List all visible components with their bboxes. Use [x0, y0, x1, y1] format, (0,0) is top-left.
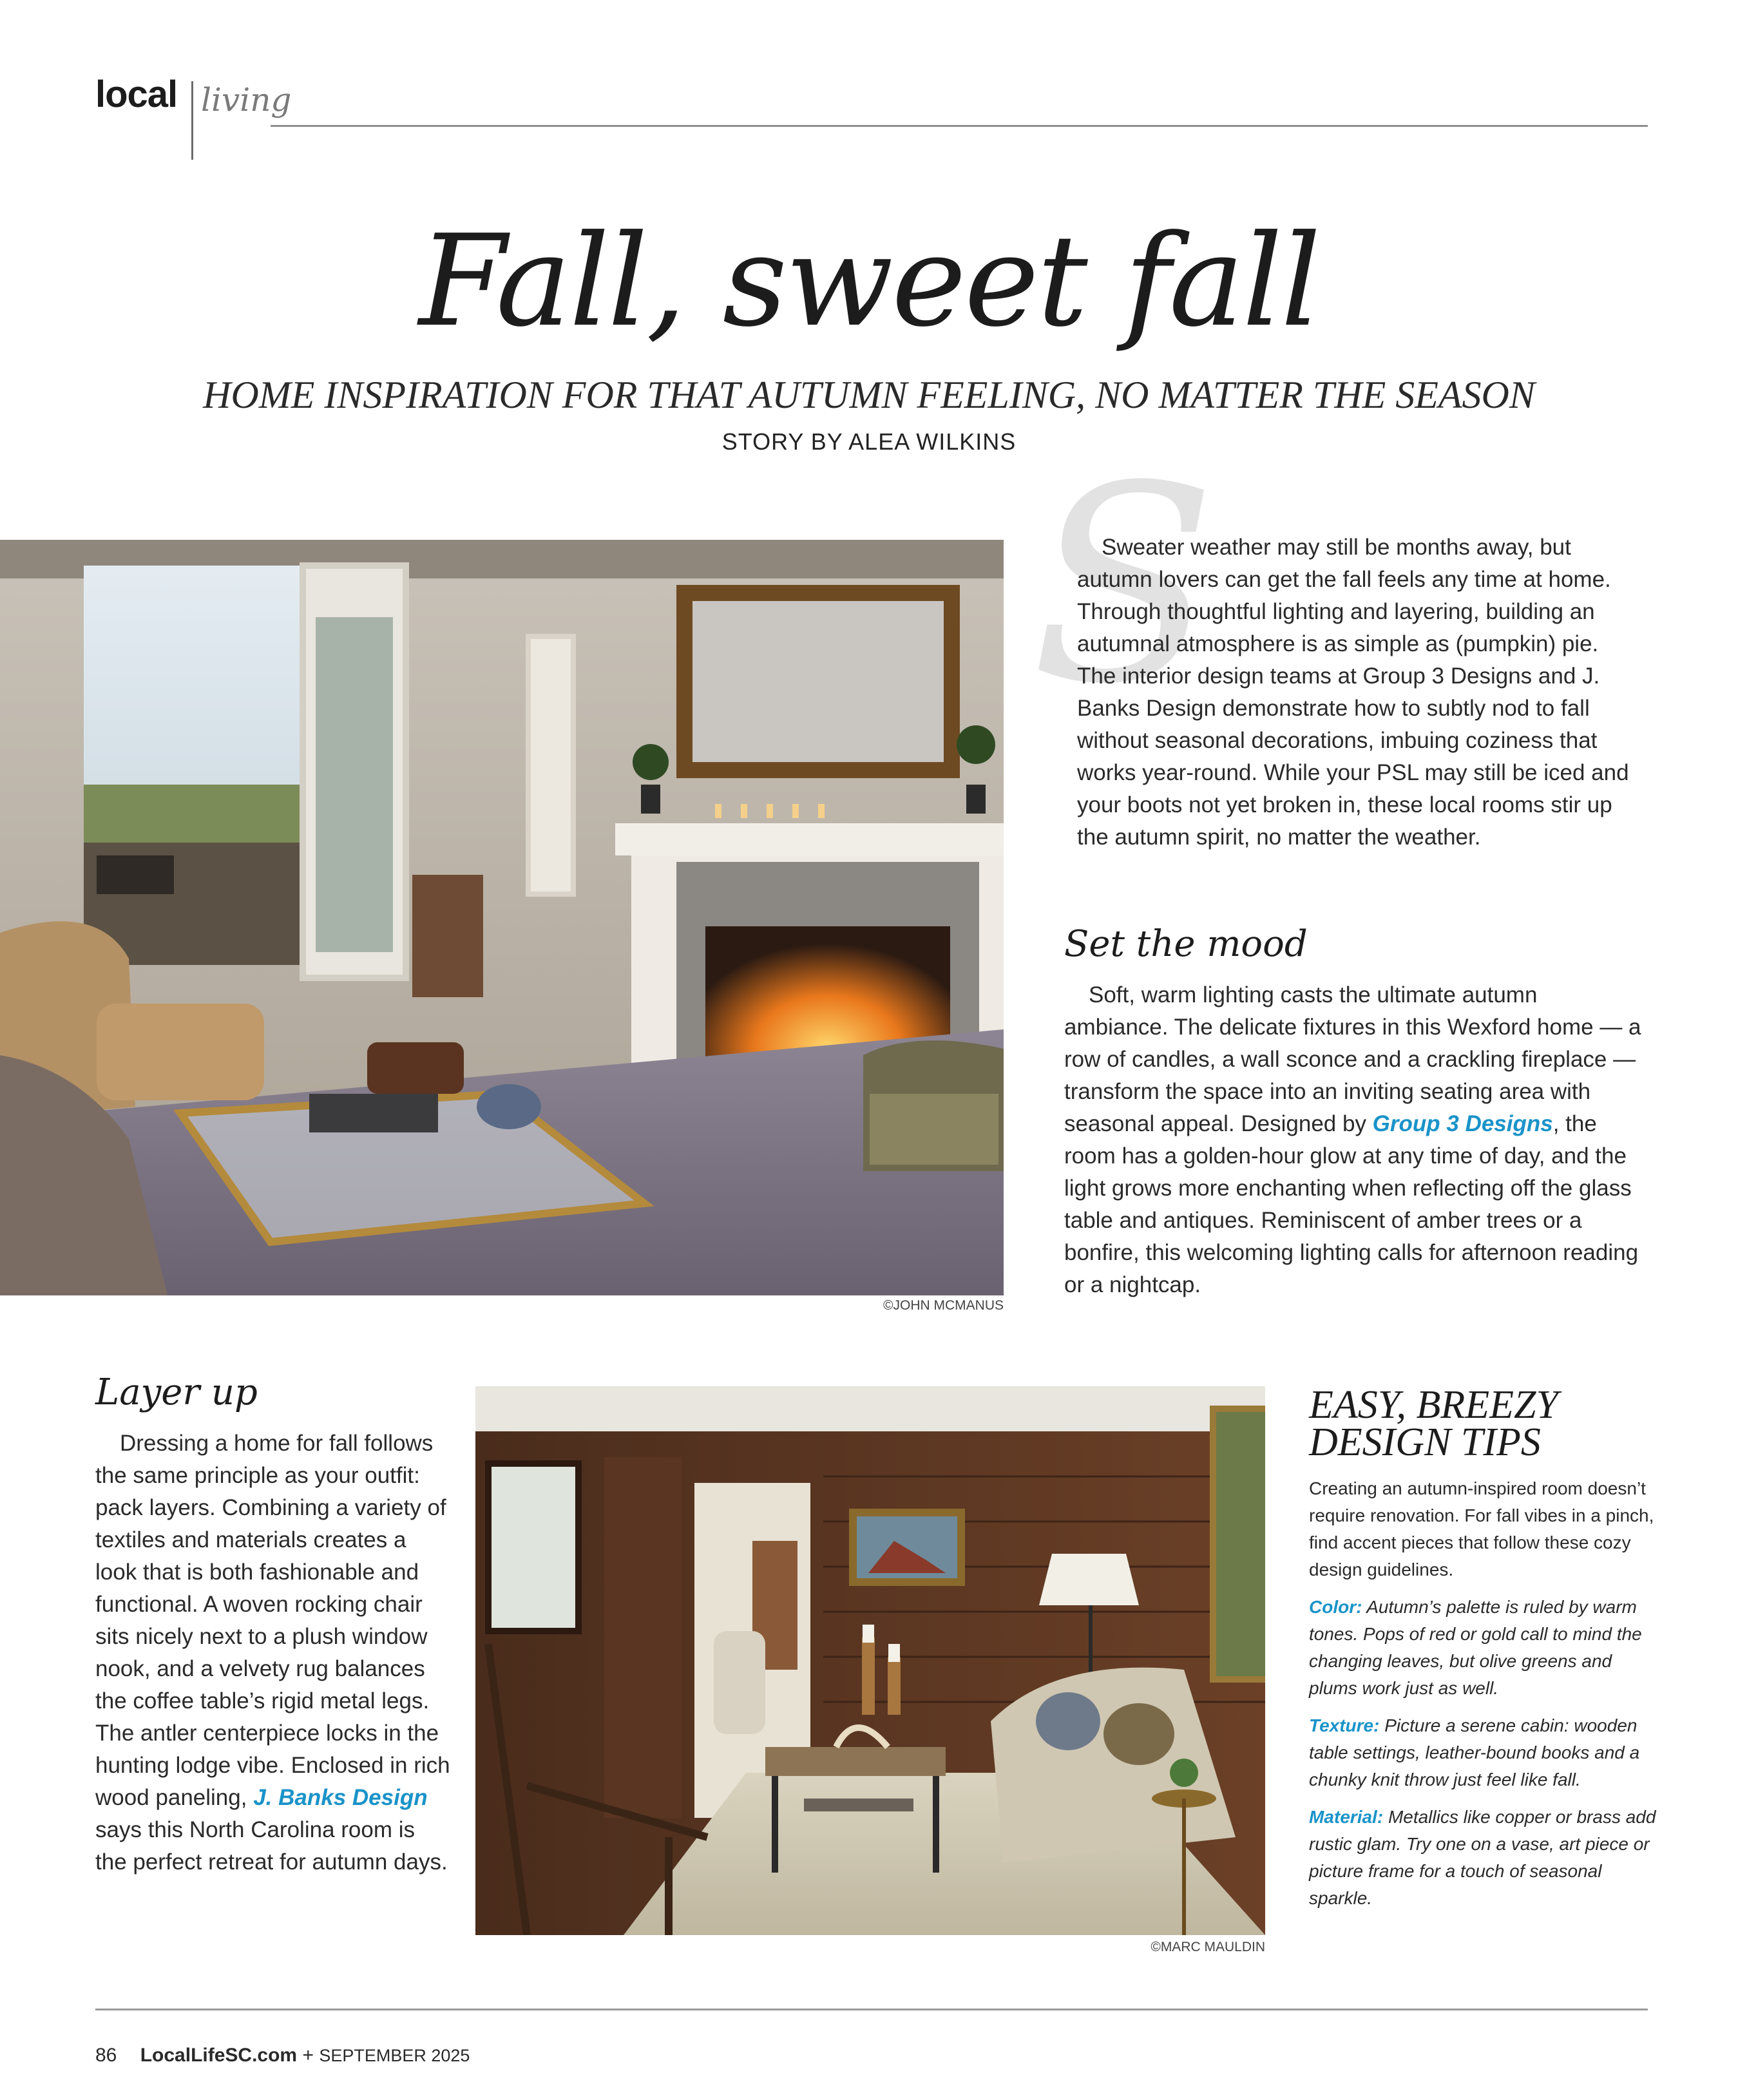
- intro-text: Sweater weather may still be months away, but autumn lovers can get the fall feels any time at home. Through thoughtful lighting and layering, building an autumnal atmosphere is as simple as (pumpkin) pie. The interior design teams at Group 3 Designs and J. Banks Design demonstrate how to subtly nod to fall without seasonal decorations, imbuing coziness that works year-round. While your PSL may still be iced and your boots not yet broken in, these local rooms stir up the autumn spirit, no matter the weather.: [1077, 535, 1629, 850]
- drop-cap: S: [1031, 428, 1216, 743]
- den-room-illustration: [475, 1386, 1265, 1935]
- group3-designs-link[interactable]: Group 3 Designs: [1372, 1111, 1553, 1136]
- living-room-illustration: [0, 540, 1004, 1295]
- tips-box: [1309, 1475, 1657, 1922]
- layer-heading: Layer up: [95, 1371, 258, 1413]
- tip-texture: [1309, 1712, 1657, 1793]
- tip-color-text: Autumn’s palette is ruled by warm tones. Pops of red or gold call to mind the changing leaves, but olive greens and plums work just as well.: [1309, 1597, 1642, 1698]
- website-link[interactable]: LocalLifeSC.com: [140, 2045, 298, 2066]
- section-label: living: [201, 81, 292, 119]
- intro-paragraph: [1077, 531, 1638, 854]
- photo-credit-2: ©MARC MAULDIN: [1151, 1940, 1265, 1954]
- tip-material: [1309, 1804, 1657, 1912]
- j-banks-design-link[interactable]: J. Banks Design: [253, 1785, 428, 1810]
- brand-divider: [191, 81, 193, 160]
- tip-texture-label: Texture:: [1309, 1715, 1380, 1735]
- tip-material-label: Material:: [1309, 1807, 1384, 1827]
- layer-text-after: says this North Carolina room is the perfect retreat for autumn days.: [95, 1817, 448, 1875]
- mood-heading: Set the mood: [1064, 923, 1308, 965]
- tip-material-text: Metallics like copper or brass add rustic glam. Try one on a vase, art piece or picture frame for a touch of seasonal sparkle.: [1309, 1807, 1656, 1908]
- mood-paragraph: [1064, 979, 1644, 1301]
- article-title: Fall, sweet fall: [419, 208, 1319, 355]
- living-room-photo: [0, 540, 1004, 1295]
- issue-date: SEPTEMBER 2025: [319, 2046, 470, 2065]
- footer-separator: +: [302, 2045, 314, 2066]
- tip-texture-text: Picture a serene cabin: wooden table settings, leather-bound books and a chunky knit throw just feel like fall.: [1309, 1715, 1640, 1790]
- photo-credit-1: ©JOHN MCMANUS: [883, 1298, 1004, 1313]
- header-rule: [271, 125, 1648, 127]
- layer-text-before: Dressing a home for fall follows the same principle as your outfit: pack layers. Combining a variety of textiles and materials creates a look that is both fashionable and functional. A woven rocking chair sits nicely next to a plush window nook, and a velvety rug balances the coffee table’s rigid metal legs. The antler centerpiece locks in the hunting lodge vibe. Enclosed in rich wood paneling,: [95, 1431, 450, 1810]
- mood-text-before: Soft, warm lighting casts the ultimate autumn ambiance. The delicate fixtures in this Wexford home — a row of candles, a wall sconce and a crackling fireplace — transform the space into an inviting seating area with seasonal appeal. Designed by: [1064, 982, 1641, 1136]
- tips-intro: Creating an autumn-inspired room doesn’t require renovation. For fall vibes in a pinch, find accent pieces that follow these cozy design guidelines.: [1309, 1478, 1654, 1580]
- mood-text-after: , the room has a golden-hour glow at any time of day, and the light grows more enchanting when reflecting off the glass table and antiques. Reminiscent of amber trees or a bonfire, this welcoming lighting calls for afternoon reading or a nightcap.: [1064, 1111, 1639, 1297]
- den-room-photo: [475, 1386, 1265, 1935]
- byline: STORY BY ALEA WILKINS: [721, 428, 1017, 455]
- tip-color-label: Color:: [1309, 1597, 1362, 1617]
- brand-logo: local: [95, 73, 178, 115]
- tip-color: [1309, 1594, 1657, 1702]
- page-number: 86: [95, 2045, 117, 2066]
- layer-paragraph: [95, 1427, 451, 1878]
- footer-rule: [95, 2009, 1648, 2010]
- article-subtitle: HOME INSPIRATION FOR THAT AUTUMN FEELING, NO MATTER THE SEASON: [203, 374, 1535, 416]
- tips-title: EASY, BREEZY DESIGN TIPS: [1309, 1383, 1558, 1464]
- footer: [95, 2046, 470, 2065]
